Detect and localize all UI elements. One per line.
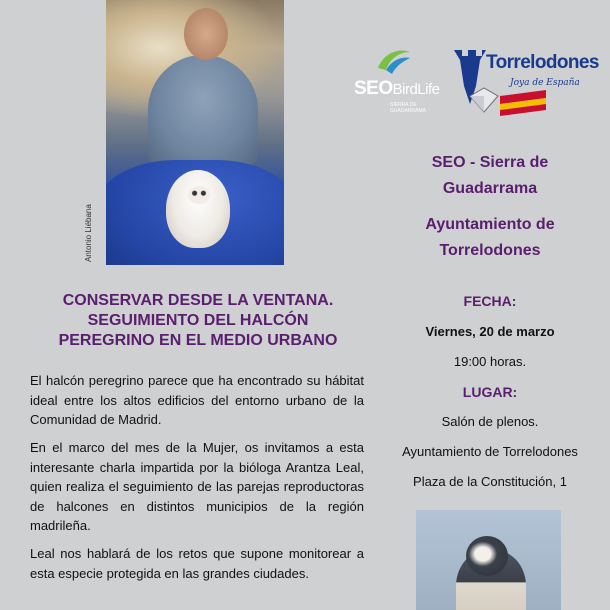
organizer-seo-line1: SEO - Sierra de xyxy=(431,154,549,171)
seo-logo-text xyxy=(354,78,439,100)
organizer-ayuntamiento-line1: Ayuntamiento de xyxy=(425,216,555,233)
organizer-seo xyxy=(380,150,600,202)
headline-line1: CONSERVAR DESDE LA VENTANA. xyxy=(62,292,334,309)
event-time: 19:00 horas. xyxy=(453,354,527,369)
event-place-building: Ayuntamiento de Torrelodones xyxy=(402,444,578,459)
torrelodones-logo-sub: Joya de España xyxy=(510,78,580,88)
person-head xyxy=(184,8,228,60)
photo-credit: Antonio Liébana xyxy=(84,204,93,262)
organizer-ayuntamiento-line2: Torrelodones xyxy=(439,242,541,259)
seo-logo-sub: SIERRA DE GUADARRAMA xyxy=(390,102,426,114)
seo-birdlife-logo xyxy=(352,46,442,116)
seo-logo-name: SEO xyxy=(354,78,393,99)
event-place-address: Plaza de la Constitución, 1 xyxy=(413,474,567,489)
organizer-ayuntamiento xyxy=(380,212,600,264)
body-paragraph-1: El halcón peregrino parece que ha encontrado su hábitat ideal entre los altos edificios del entorno urbano de la Comunidad de Madrid. xyxy=(30,373,364,427)
lugar-label: LUGAR: xyxy=(462,384,518,400)
falcon-chick-face xyxy=(188,186,210,204)
organizers xyxy=(380,150,600,264)
person-figure xyxy=(148,55,258,165)
photo-biologist-with-chick xyxy=(106,0,284,265)
event-place-room: Salón de plenos. xyxy=(441,414,539,429)
seo-logo-birdlife: BirdLife xyxy=(392,81,440,98)
photo-adult-falcon xyxy=(416,510,561,610)
body-paragraph-3: Leal nos hablará de los retos que supone monitorear a esta especie protegida en las grandes ciudades. xyxy=(30,546,364,581)
torrelodones-logo-title: Torrelodones xyxy=(486,52,599,73)
body-paragraph-2: En el marco del mes de la Mujer, os invitamos a esta interesante charla impartida por la bióloga Arantza Leal, quien realiza el seguimiento de las parejas reproductoras de halcones en distintos municipios de la región madrileña. xyxy=(30,440,364,533)
falcon-chick xyxy=(166,170,230,248)
falcon-head xyxy=(466,536,508,576)
headline xyxy=(26,291,370,351)
torrelodones-logo xyxy=(450,46,600,118)
fecha-label: FECHA: xyxy=(463,293,517,309)
organizer-seo-line2: Guadarrama xyxy=(442,180,538,197)
bird-wing-icon xyxy=(376,46,412,76)
headline-line2: SEGUIMIENTO DEL HALCÓN xyxy=(87,312,309,329)
event-date: Viernes, 20 de marzo xyxy=(425,324,555,339)
headline-line3: PEREGRINO EN EL MEDIO URBANO xyxy=(58,332,338,349)
